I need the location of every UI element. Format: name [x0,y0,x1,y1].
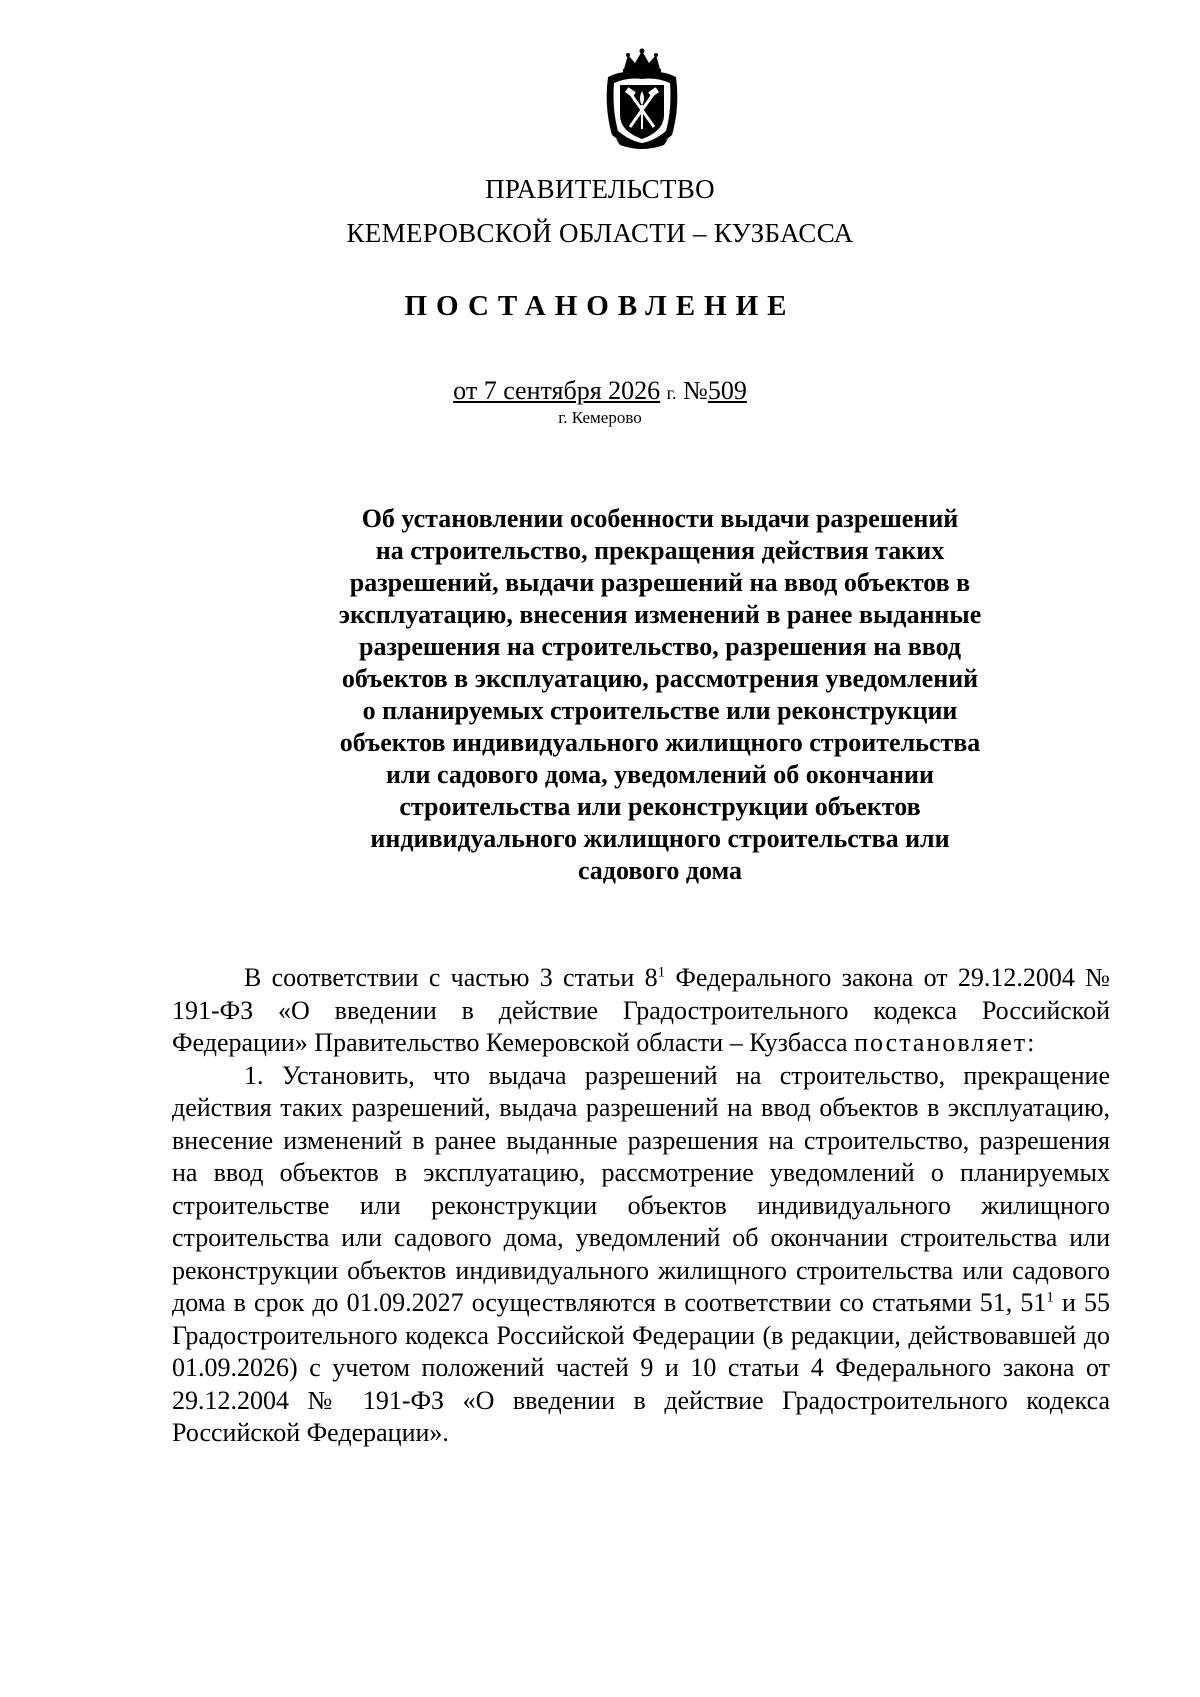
title-line: объектов в эксплуатацию, рассмотрения уведомлений [341,664,979,693]
title-line: или садового дома, уведомлений об окончании [385,760,935,789]
date-field: от 7 сентября 2026 [453,376,661,405]
document-number: 509 [707,376,747,405]
document-body [172,962,1110,1450]
title-line: Об установлении особенности выдачи разрешений [361,504,959,533]
city: г. Кемерово [558,408,642,427]
title-line: садового дома [577,856,743,885]
resolves-word: постановляет: [854,1028,1037,1057]
government-name-line1: ПРАВИТЕЛЬСТВО [485,174,715,204]
title-line: о планируемых строительстве или реконструкции [362,696,958,725]
government-name-line2: КЕМЕРОВСКОЙ ОБЛАСТИ – КУЗБАССА [346,218,854,248]
title-line: объектов индивидуального жилищного строительства [339,728,981,757]
number-sign: № [683,376,708,405]
title-line: эксплуатацию, внесения изменений в ранее выданные [338,600,982,629]
title-line: разрешения на строительство, разрешения на ввод [358,632,961,661]
title-line: на строительство, прекращения действия таких [375,536,945,565]
title-line: разрешений, выдачи разрешений на ввод объектов в [349,568,971,597]
preamble-paragraph: В соответствии с частью 3 статьи $8^1$ Федерального закона от 29.12.2004 № 191-ФЗ «О введении в действие Градостроительного кодекса Российской Федерации» Правительство Кемеровской области – Кузбасса постановляет: [172,963,1110,1057]
item-1-paragraph: 1. Установить, что выдача разрешений на строительство, прекращение действия таких разрешений, выдача разрешений на ввод объектов в эксплуатацию, внесение изменений в ранее выданные разрешения на строительство, разрешения на ввод объектов в эксплуатацию, рассмотрение уведомлений о планируемых строительстве или реконструкции объектов индивидуального жилищного строительства или садового дома, уведомлений об окончании строительства или реконструкции объектов индивидуального жилищного строительства или садового дома в срок до 01.09.2027 осуществляются в соответствии со статьями 51, $51^1$ и 55 Градостроительного кодекса Российской Федерации (в редакции, действовавшей до 01.09.2026) с учетом положений частей 9 и 10 статьи 4 Федерального закона от 29.12.2004 № 191-ФЗ «О введении в действие Градостроительного кодекса Российской Федерации». [172,1060,1110,1447]
date-number-line [0,376,1200,406]
title-line: индивидуального жилищного строительства или [370,824,950,853]
title-line: строительства или реконструкции объектов [399,792,921,821]
document-type: ПОСТАНОВЛЕНИЕ [404,290,796,322]
kuzbass-coat-of-arms-icon [602,47,682,151]
document-title [300,503,1020,887]
year-suffix: г. [666,383,677,403]
